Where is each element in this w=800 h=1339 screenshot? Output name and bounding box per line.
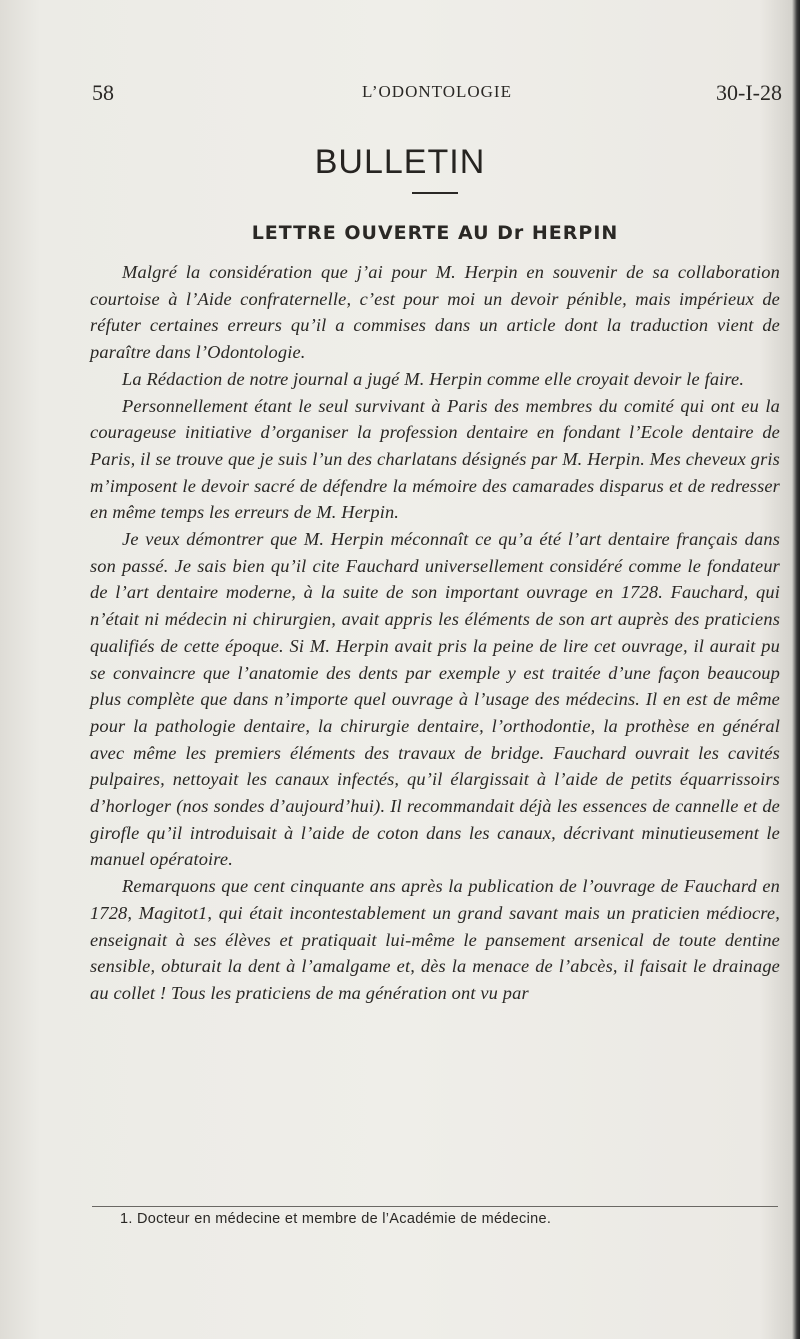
paragraph-2: La Rédaction de notre journal a jugé M. Herpin comme elle croyait devoir le faire. [122,368,745,389]
paragraph-3: Personnellement étant le seul survivant à Paris des membres du comité qui ont eu la courageuse initiative d’organiser la profession dentaire en fondant l’Ecole dentaire de Paris, il se trouve que je suis l’un des charlatans désignés par M. Herpin. Mes cheveux gris m’imposent le devoir sacré de défendre la mémoire des camarades disparus et de redresser en même temps les erreurs de M. Herpin. [90,395,780,523]
journal-name: L’ODONTOLOGIE [362,82,512,101]
paragraph-5: Remarquons que cent cinquante ans après la publication de l’ouvrage de Fauchard en 1728, Magitot1, qui était incontestablement un grand savant mais un praticien médiocre, enseignait à ses élèves et pratiquait lui-même le pansement arsenical de toute dentine sensible, obturait la dent à l’amalgame et, dès la menace de l’abcès, il faisait le drainage au collet ! Tous les praticiens de ma génération ont vu par [90,876,780,1003]
title-rule [412,192,458,194]
article-body [90,259,780,1007]
section-title: BULLETIN [314,143,486,181]
running-head [92,80,782,110]
paragraph-1: Malgré la considération que j’ai pour M. Herpin en souvenir de sa collaboration courtoise à l’Aide confraternelle, c’est pour moi un devoir pénible, mais impérieux de réfuter certaines erreurs qu’il a commises dans un article dont la traduction vient de paraître dans l’Odontologie. [90,262,780,363]
footnote: 1. Docteur en médecine et membre de l’Académie de médecine. [120,1211,552,1227]
article-title: LETTRE OUVERTE AU Dr HERPIN [251,222,619,244]
issue-date: 30-I-28 [716,80,782,105]
footnote-rule [92,1206,778,1207]
page-number: 58 [92,80,114,105]
paragraph-4: Je veux démontrer que M. Herpin méconnaît ce qu’a été l’art dentaire français dans son passé. Je sais bien qu’il cite Fauchard universellement considéré comme le fondateur de l’art dentaire moderne, à la suite de son important ouvrage en 1728. Fauchard, qui n’était ni médecin ni chirurgien, avait appris les éléments de son art auprès des praticiens qualifiés de cette époque. Si M. Herpin avait pris la peine de lire cet ouvrage, il aurait pu se convaincre que l’anatomie des dents par exemple y est traitée d’une façon beaucoup plus complète que dans n’importe quel ouvrage à l’usage des médecins. Il en est de même pour la pathologie dentaire, la chirurgie dentaire, l’orthodontie, la prothèse en général avec même les premiers éléments des travaux de bridge. Fauchard ouvrait les cavités pulpaires, nettoyait les canaux infectés, qu’il élargissait à l’aide de petits équarrissoirs d’horloger (nos sondes d’aujourd’hui). Il recommandait déjà les essences de cannelle et de girofle qu’il introduisait à l’aide de coton dans les canaux, décrivant minutieusement le manuel opératoire. [90,529,780,870]
